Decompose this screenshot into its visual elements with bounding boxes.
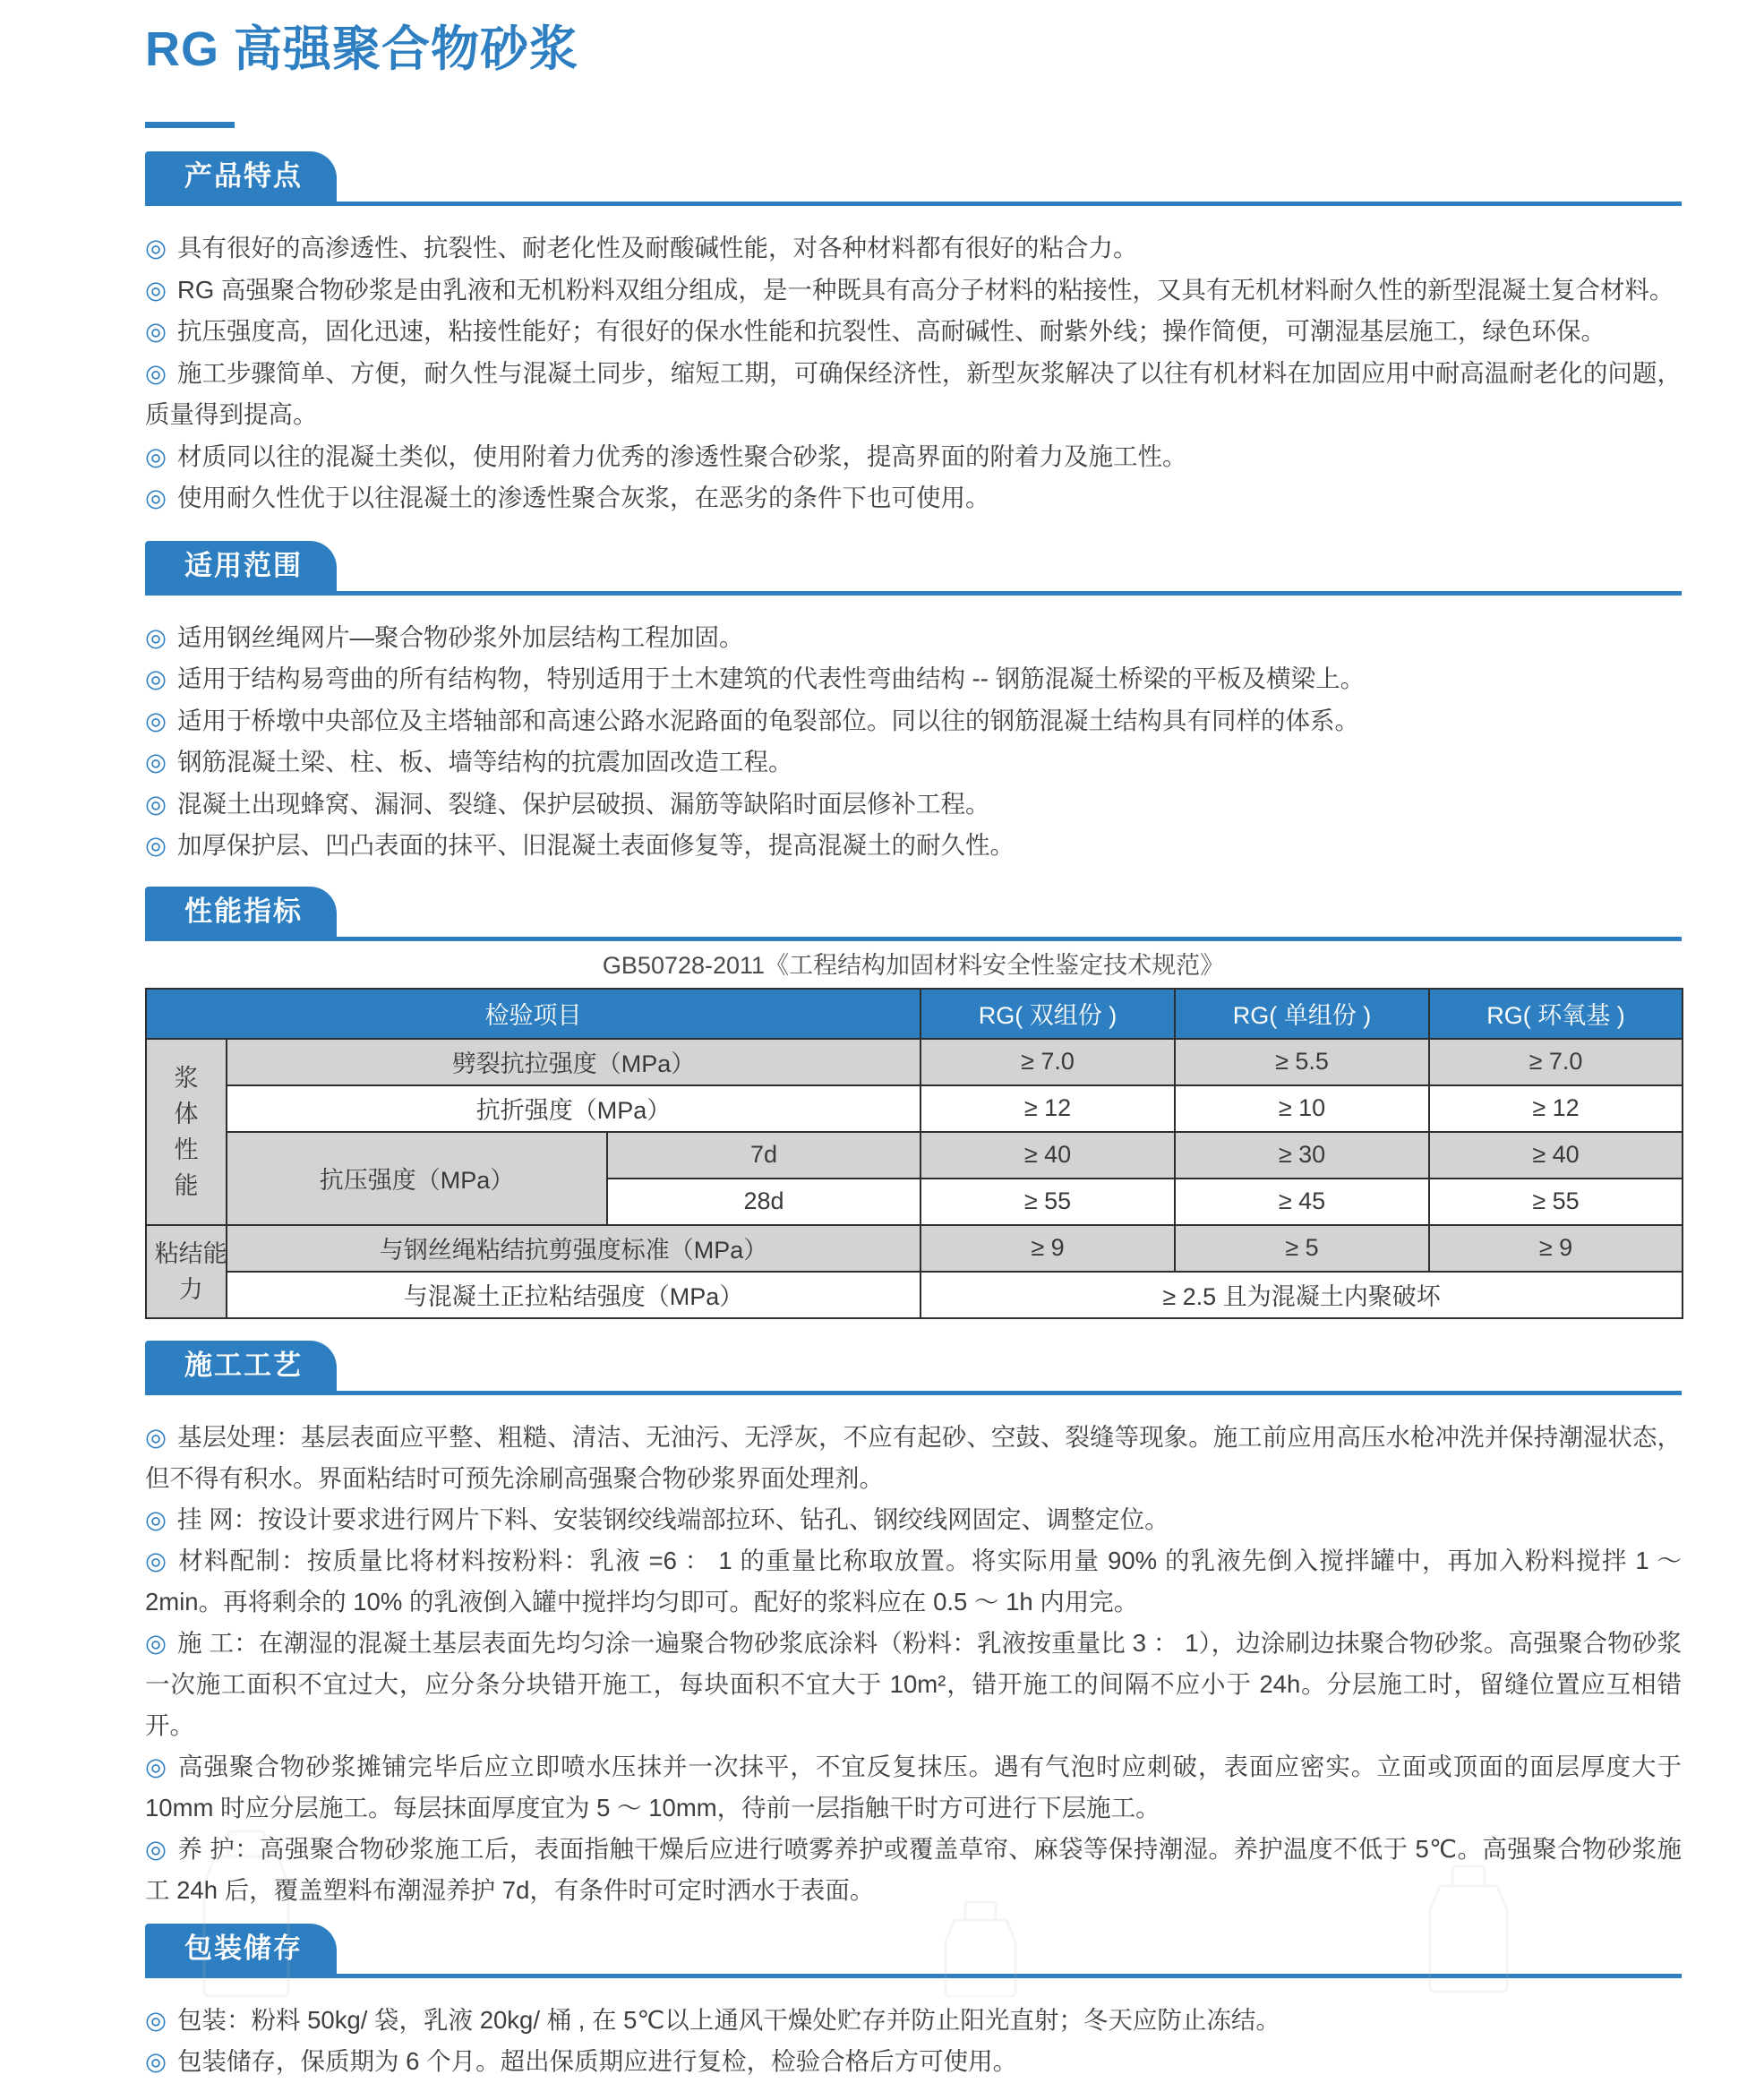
bullet-item (145, 658, 1682, 700)
section-header-process (145, 1341, 1682, 1395)
bullet-item (145, 1746, 1682, 1829)
dual-bullet-right (145, 784, 990, 826)
table-cell-subitem: 28d (607, 1179, 921, 1225)
bullet-text: 养 护：高强聚合物砂浆施工后，表面指触干燥后应进行喷雾养护或覆盖草帘、麻袋等保持潮湿。养护温度不低于 5℃。高强聚合物砂浆施工 24h 后，覆盖塑料布潮湿养护 7d，有条件时可定时洒水于表面。 (145, 1834, 1682, 1904)
bullet-item (145, 2041, 1682, 2083)
bullet-text: 抗压强度高，固化迅速，粘接性能好；有很好的保水性能和抗裂性、高耐碱性、耐紫外线；操作简便，可潮湿基层施工，绿色环保。 (177, 317, 1606, 345)
process-bullet-list (145, 1417, 1682, 1911)
bullet-item (145, 825, 1682, 867)
table-cell-value: ≥ 5.5 (1175, 1039, 1429, 1085)
table-caption: GB50728-2011《工程结构加固材料安全性鉴定技术规范》 (602, 951, 1225, 979)
bullet-icon: ◎ (145, 831, 167, 859)
bullet-item (145, 617, 1682, 659)
table-row (146, 1272, 1683, 1318)
table-col-header: RG( 环氧基 ) (1429, 989, 1683, 1039)
table-cell-value: ≥ 45 (1175, 1179, 1429, 1225)
bullet-icon: ◎ (145, 1752, 167, 1780)
table-cell-value: ≥ 12 (1429, 1085, 1683, 1132)
bullet-item (145, 1417, 1682, 1499)
bullet-text: 施 工：在潮湿的混凝土基层表面先均匀涂一遍聚合物砂浆底涂料（粉料：乳液按重量比 3 ： 1），边涂刷边抹聚合物砂浆。高强聚合物砂浆一次施工面积不宜过大，应分条分块错开施工，每块面积不宜大于 10m²，错开施工的间隔不应小于 24h。分层施工时，留缝位置应互相错开。 (145, 1628, 1682, 1739)
bullet-icon: ◎ (145, 317, 167, 345)
bullet-icon: ◎ (145, 441, 167, 470)
table-cell-value-merged: ≥ 2.5 且为混凝土内聚破坏 (921, 1272, 1683, 1318)
table-row (146, 1132, 1683, 1179)
bullet-item (145, 1540, 1682, 1623)
bullet-item (145, 270, 1682, 312)
bullet-text: 包装：粉料 50kg/ 袋，乳液 20kg/ 桶 , 在 5℃以上通风干燥处贮存并防止阳光直射；冬天应防止冻结。 (177, 2005, 1280, 2034)
dual-bullet-left (145, 741, 842, 784)
bullet-text: RG 高强聚合物砂浆是由乳液和无机粉料双组分组成，是一种既具有高分子材料的粘接性，又具有无机材料耐久性的新型混凝土复合材料。 (177, 275, 1674, 304)
bullet-text: 基层处理：基层表面应平整、粗糙、清洁、无油污、无浮灰，不应有起砂、空鼓、裂缝等现象。施工前应用高压水枪冲洗并保持潮湿状态，但不得有积水。界面粘结时可预先涂刷高强聚合物砂浆界面处理剂。 (145, 1422, 1683, 1492)
section-header-features (145, 151, 1682, 206)
bullet-icon: ◎ (145, 748, 167, 776)
table-group-label: 粘结能力 (146, 1225, 227, 1318)
packaging-bullet-list (145, 2000, 1682, 2083)
title-underline (145, 122, 235, 128)
table-cell-item: 与混凝土正拉粘结强度（MPa） (227, 1272, 921, 1318)
table-cell-value: ≥ 55 (1429, 1179, 1683, 1225)
bullet-icon: ◎ (145, 706, 167, 734)
bullet-text: 挂 网：按设计要求进行网片下料、安装钢绞线端部拉环、钻孔、钢绞线网固定、调整定位。 (177, 1504, 1169, 1533)
bullet-icon: ◎ (145, 1834, 167, 1863)
bullet-icon: ◎ (145, 234, 167, 261)
section-badge-packaging: 包装储存 (145, 1924, 337, 1974)
bullet-text: 钢筋混凝土梁、柱、板、墙等结构的抗震加固改造工程。 (177, 748, 793, 776)
bullet-icon: ◎ (145, 275, 167, 304)
table-cell-item: 与钢丝绳粘结抗剪强度标准（MPa） (227, 1225, 921, 1272)
table-cell-value: ≥ 12 (921, 1085, 1175, 1132)
bullet-text: 使用耐久性优于以往混凝土的渗透性聚合灰浆，在恶劣的条件下也可使用。 (177, 484, 990, 511)
table-cell-value: ≥ 10 (1175, 1085, 1429, 1132)
section-header-performance (145, 887, 1682, 941)
table-cell-value: ≥ 7.0 (1429, 1039, 1683, 1085)
bullet-text: 施工步骤简单、方便，耐久性与混凝土同步，缩短工期，可确保经济性，新型灰浆解决了以往有机材料在加固应用中耐高温耐老化的问题，质量得到提高。 (145, 358, 1683, 428)
table-cell-value: ≥ 7.0 (921, 1039, 1175, 1085)
bullet-item (145, 353, 1682, 436)
bullet-item-dual (145, 741, 1682, 825)
table-cell-subitem: 7d (607, 1132, 921, 1179)
bullet-icon: ◎ (145, 1504, 167, 1533)
bullet-icon: ◎ (145, 622, 167, 651)
bullet-item (145, 2000, 1682, 2042)
table-cell-value: ≥ 9 (921, 1225, 1175, 1272)
section-badge-features: 产品特点 (145, 151, 337, 201)
table-cell-item: 抗压强度（MPa） (227, 1132, 607, 1225)
section-badge-performance: 性能指标 (145, 887, 337, 937)
bullet-text: 高强聚合物砂浆摊铺完毕后应立即喷水压抹并一次抹平，不宜反复抹压。遇有气泡时应刺破，表面应密实。立面或顶面的面层厚度大于 10mm 时应分层施工。每层抹面厚度宜为 5 ～ 10mm，待前一层指触干时方可进行下层施工。 (145, 1752, 1683, 1822)
bullet-item (145, 436, 1682, 478)
table-col-header: RG( 双组份 ) (921, 989, 1175, 1039)
table-row (146, 1085, 1683, 1132)
bullet-text: 材质同以往的混凝土类似，使用附着力优秀的渗透性聚合砂浆，提高界面的附着力及施工性。 (177, 441, 1187, 470)
section-badge-process: 施工工艺 (145, 1341, 337, 1391)
bullet-icon: ◎ (145, 358, 167, 387)
scope-bullet-list (145, 617, 1682, 867)
bullet-item (145, 1623, 1682, 1746)
table-cell-value: ≥ 9 (1429, 1225, 1683, 1272)
section-header-scope (145, 541, 1682, 596)
table-cell-value: ≥ 30 (1175, 1132, 1429, 1179)
bullet-icon: ◎ (145, 484, 167, 511)
table-cell-value: ≥ 40 (1429, 1132, 1683, 1179)
bullet-icon: ◎ (145, 789, 167, 818)
bullet-text: 混凝土出现蜂窝、漏洞、裂缝、保护层破损、漏筋等缺陷时面层修补工程。 (177, 789, 990, 818)
bullet-icon: ◎ (145, 1628, 167, 1657)
bullet-item (145, 1499, 1682, 1540)
bullet-icon: ◎ (145, 2047, 167, 2075)
performance-table (145, 988, 1683, 1319)
bullet-icon: ◎ (145, 1422, 167, 1451)
bullet-text: 具有很好的高渗透性、抗裂性、耐老化性及耐酸碱性能，对各种材料都有很好的粘合力。 (177, 234, 1138, 261)
section-badge-scope: 适用范围 (145, 541, 337, 591)
page-title: RG 高强聚合物砂浆 (145, 22, 579, 76)
table-header-row (146, 989, 1683, 1039)
bullet-item (145, 477, 1682, 519)
table-col-header: 检验项目 (146, 989, 921, 1039)
bullet-item (145, 1829, 1682, 1911)
table-cell-value: ≥ 55 (921, 1179, 1175, 1225)
bullet-item (145, 700, 1682, 742)
table-row (146, 1039, 1683, 1085)
table-row (146, 1225, 1683, 1272)
features-bullet-list (145, 227, 1682, 519)
bullet-text: 材料配制：按质量比将材料按粉料：乳液 =6 ： 1 的重量比称取放置。将实际用量 90% 的乳液先倒入搅拌罐中，再加入粉料搅拌 1 ～ 2min。再将剩余的 10% 的乳液倒入罐中搅拌均匀即可。配好的浆料应在 0.5 ～ 1h 内用完。 (145, 1546, 1682, 1616)
section-header-packaging (145, 1924, 1682, 1978)
table-group-label: 浆体性能 (146, 1039, 227, 1225)
bullet-text: 适用于桥墩中央部位及主塔轴部和高速公路水泥路面的龟裂部位。同以往的钢筋混凝土结构具有同样的体系。 (177, 706, 1359, 734)
table-cell-item: 抗折强度（MPa） (227, 1085, 921, 1132)
table-cell-value: ≥ 40 (921, 1132, 1175, 1179)
bullet-item (145, 227, 1682, 270)
bullet-icon: ◎ (145, 1546, 168, 1574)
bullet-text: 适用钢丝绳网片—聚合物砂浆外加层结构工程加固。 (177, 622, 744, 651)
table-cell-item: 劈裂抗拉强度（MPa） (227, 1039, 921, 1085)
bullet-item (145, 311, 1682, 353)
table-cell-value: ≥ 5 (1175, 1225, 1429, 1272)
bullet-text: 适用于结构易弯曲的所有结构物，特别适用于土木建筑的代表性弯曲结构 -- 钢筋混凝土桥梁的平板及横梁上。 (177, 664, 1366, 692)
bullet-text: 加厚保护层、凹凸表面的抹平、旧混凝土表面修复等，提高混凝土的耐久性。 (177, 831, 1015, 859)
bullet-icon: ◎ (145, 664, 167, 692)
bullet-icon: ◎ (145, 2005, 167, 2034)
table-col-header: RG( 单组份 ) (1175, 989, 1429, 1039)
bullet-text: 包装储存，保质期为 6 个月。超出保质期应进行复检，检验合格后方可使用。 (177, 2047, 1018, 2075)
